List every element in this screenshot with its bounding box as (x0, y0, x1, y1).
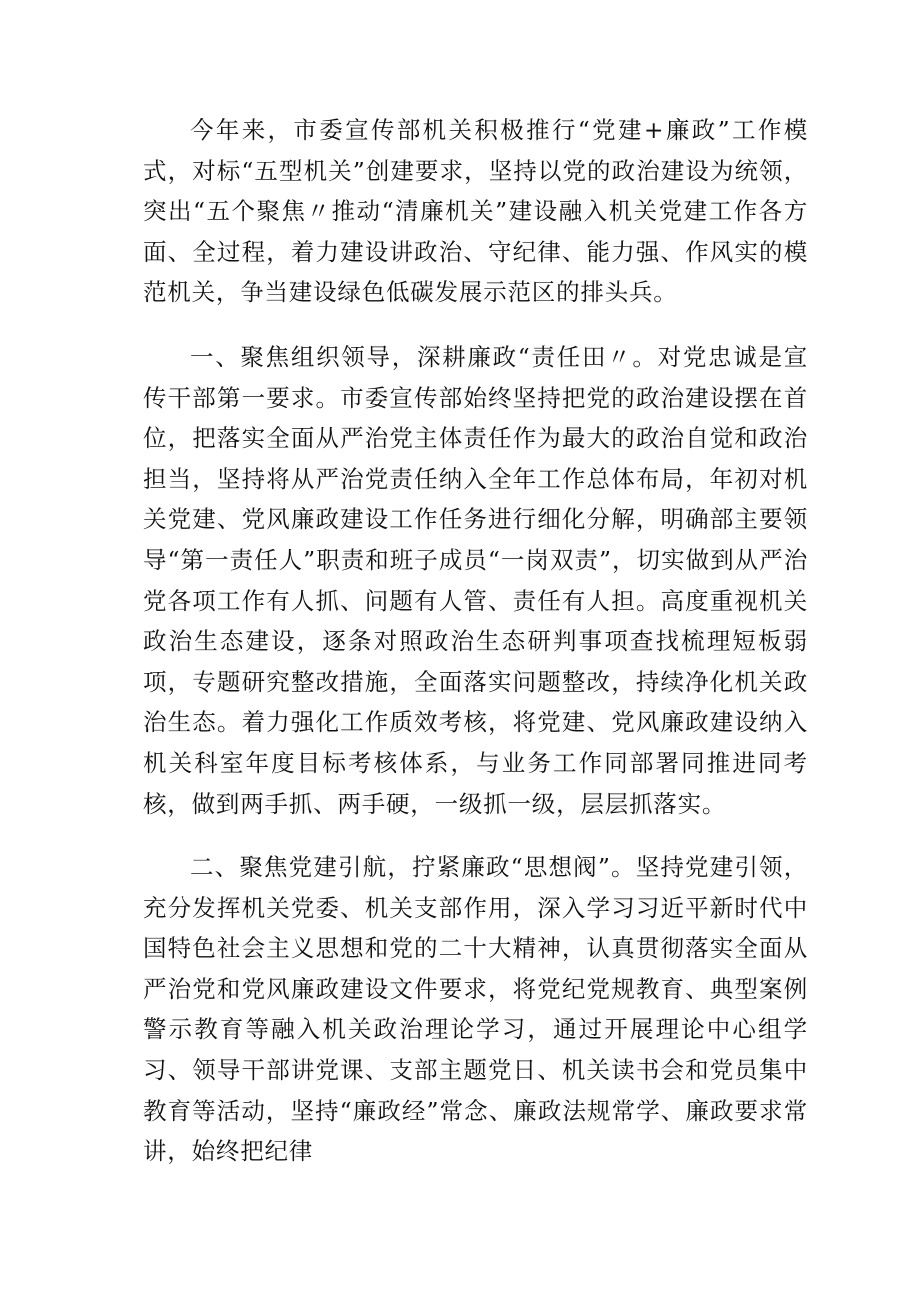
section-one-paragraph: 一、聚焦组织领导，深耕廉政“责任田〃。对党忠诚是宣传干部第一要求。市委宣传部始终坚持把党的政治建设摆在首位，把落实全面从严治党主体责任作为最大的政治自觉和政治担当，坚持将从严治党责任纳入全年工作总体布局，年初对机关党建、党风廉政建设工作任务进行细化分解，明确部主要领导“第一责任人”职责和班子成员“一岗双责”，切实做到从严治党各项工作有人抓、问题有人管、责任有人担。高度重视机关政治生态建设，逐条对照政治生态研判事项查找梳理短板弱项，专题研究整改措施，全面落实问题整改，持续净化机关政治生态。着力强化工作质效考核，将党建、党风廉政建设纳入机关科室年度目标考核体系，与业务工作同部署同推进同考核，做到两手抓、两手硬，一级抓一级，层层抓落实。 (143, 342, 808, 818)
document-body (143, 110, 808, 1172)
intro-paragraph: 今年来，市委宣传部机关积极推行“党建+廉政”工作模式，对标“五型机关”创建要求，坚持以党的政治建设为统领，突出“五个聚焦〃推动“清廉机关”建设融入机关党建工作各方面、全过程，着力建设讲政治、守纪律、能力强、作风实的模范机关，争当建设绿色低碳发展示范区的排头兵。 (143, 116, 808, 307)
section-two-paragraph: 二、聚焦党建引航，拧紧廉政“思想阀”。坚持党建引领，充分发挥机关党委、机关支部作用，深入学习习近平新时代中国特色社会主义思想和党的二十大精神，认真贯彻落实全面从严治党和党风廉政建设文件要求，将党纪党规教育、典型案例警示教育等融入机关政治理论学习，通过开展理论中心组学习、领导干部讲党课、支部主题党日、机关读书会和党员集中教育等活动，坚持“廉政经”常念、廉政法规常学、廉政要求常讲，始终把纪律 (143, 853, 808, 1166)
